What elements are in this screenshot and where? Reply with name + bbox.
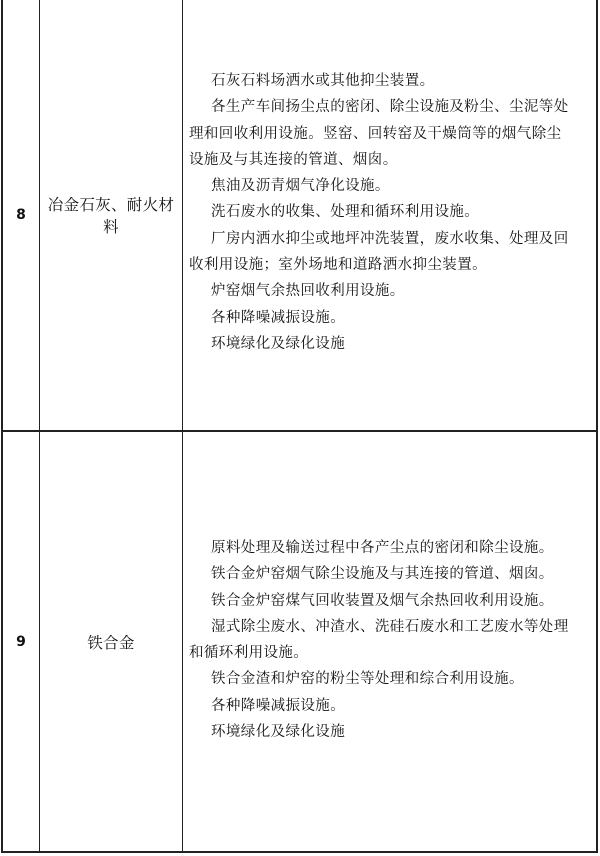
facility-line: 焦油及沥青烟气净化设施。 xyxy=(211,178,390,195)
facility-line: 设施及与其连接的管道、烟囱。 xyxy=(189,151,398,168)
facility-line: 厂房内洒水抑尘或地坪冲洗装置，废水收集、处理及回 xyxy=(211,230,569,247)
table-row xyxy=(3,0,596,432)
facility-line: 各生产车间扬尘点的密闭、除尘设施及粉尘、尘泥等处 xyxy=(211,99,569,116)
industry-name-cell xyxy=(40,432,183,851)
facilities-list xyxy=(189,535,590,745)
facilities-description-cell xyxy=(183,0,596,430)
industry-name: 冶金石灰、耐火材料 xyxy=(47,196,175,236)
facility-line: 铁合金渣和炉窑的粉尘等处理和综合利用设施。 xyxy=(211,671,524,688)
facility-line: 各种降噪减振设施。 xyxy=(211,309,346,326)
facility-line: 环境绿化及绿化设施 xyxy=(211,335,346,352)
row-number-cell xyxy=(3,432,40,851)
industry-name-cell xyxy=(40,0,183,430)
facility-line: 收利用设施；室外场地和道路洒水抑尘装置。 xyxy=(189,257,487,274)
facility-line: 湿式除尘废水、冲渣水、洗硅石废水和工艺废水等处理 xyxy=(211,618,569,635)
table-row xyxy=(3,432,596,851)
facility-line: 铁合金炉窑烟气除尘设施及与其连接的管道、烟囱。 xyxy=(211,566,554,583)
row-number: 9 xyxy=(16,633,26,650)
facility-line: 理和回收利用设施。竖窑、回转窑及干燥筒等的烟气除尘 xyxy=(189,125,562,142)
industry-name: 铁合金 xyxy=(87,633,135,652)
facility-line: 铁合金炉窑煤气回收装置及烟气余热回收利用设施。 xyxy=(211,592,554,609)
facility-line: 炉窑烟气余热回收利用设施。 xyxy=(211,283,405,300)
facilities-list xyxy=(189,68,590,357)
row-number-cell xyxy=(3,0,40,430)
facility-line: 原料处理及输送过程中各产尘点的密闭和除尘设施。 xyxy=(211,540,554,556)
row-number: 8 xyxy=(16,207,26,223)
facility-line: 和循环利用设施。 xyxy=(189,645,309,662)
facility-line: 石灰石料场洒水或其他抑尘装置。 xyxy=(211,73,435,89)
facility-line: 环境绿化及绿化设施 xyxy=(211,724,346,741)
facility-line: 洗石废水的收集、处理和循环利用设施。 xyxy=(211,204,480,221)
facility-line: 各种降噪减振设施。 xyxy=(211,697,346,714)
facilities-table xyxy=(1,0,598,853)
facilities-description-cell xyxy=(183,432,596,851)
